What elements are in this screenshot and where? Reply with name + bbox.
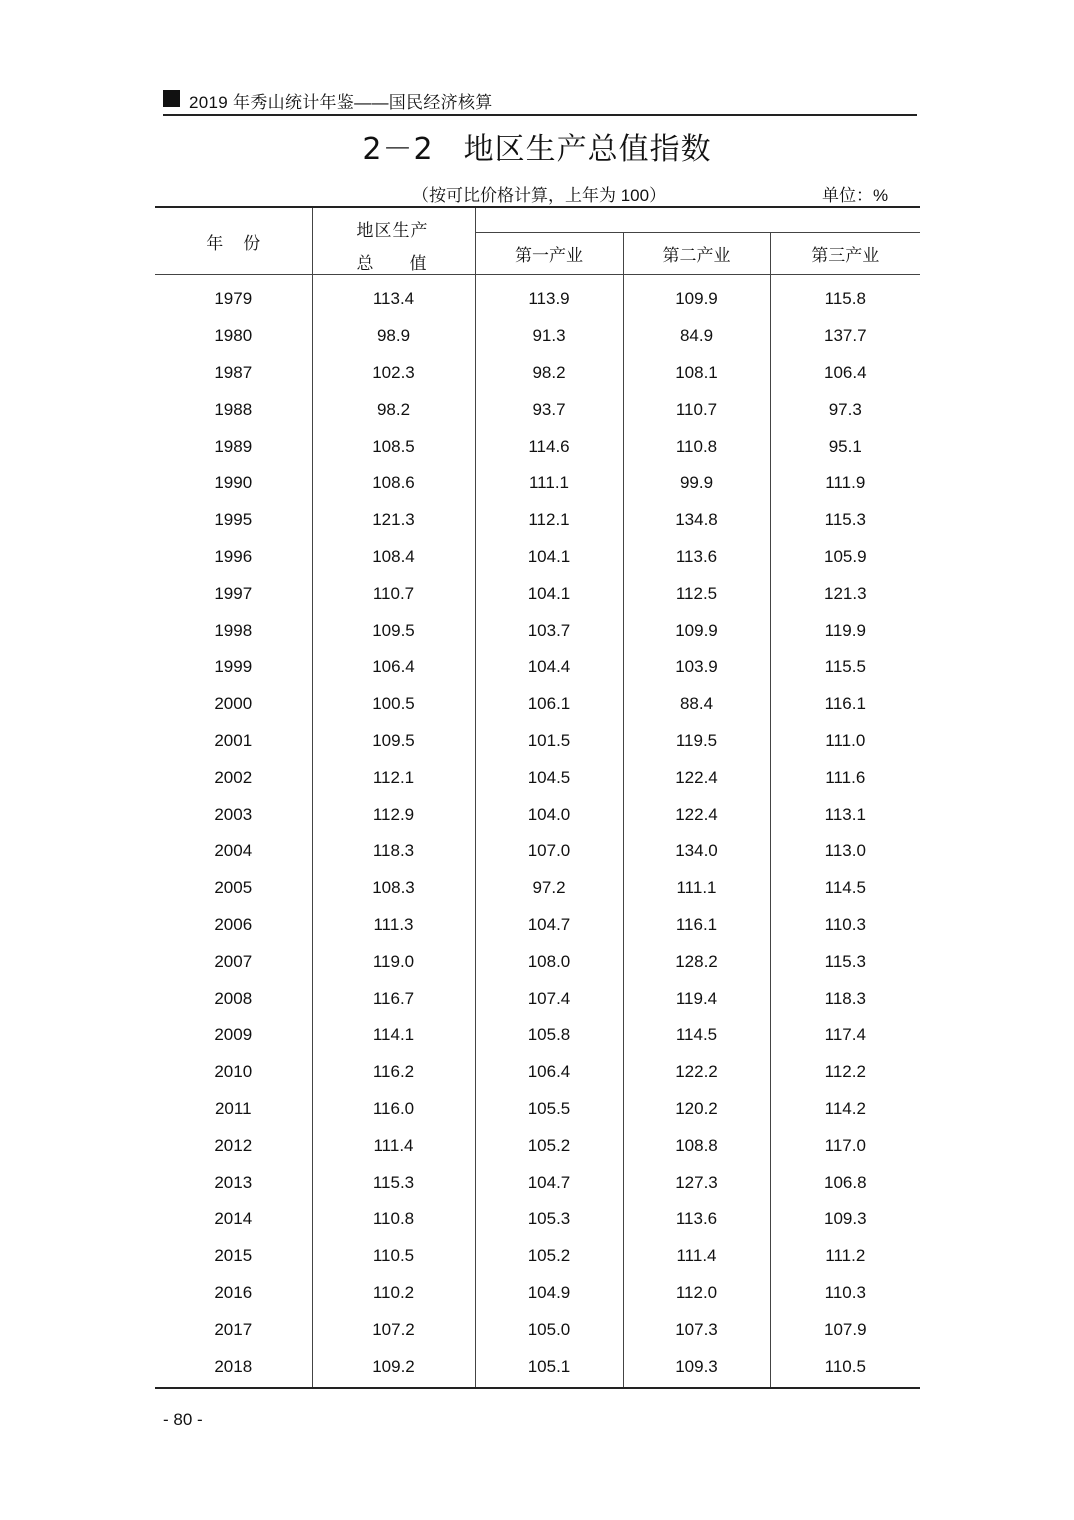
table-row xyxy=(155,1348,920,1388)
cell-gdp: 108.6 xyxy=(312,465,475,502)
cell-secondary: 99.9 xyxy=(623,465,770,502)
cell-year: 2006 xyxy=(155,907,312,944)
cell-secondary: 103.9 xyxy=(623,649,770,686)
header-gdp-line2 xyxy=(357,249,427,274)
cell-secondary: 108.1 xyxy=(623,355,770,392)
cell-secondary: 119.4 xyxy=(623,980,770,1017)
cell-tertiary: 95.1 xyxy=(828,436,862,456)
cell-year: 2011 xyxy=(155,1091,312,1128)
cell-primary: 105.5 xyxy=(475,1091,623,1128)
cell-primary: 91.3 xyxy=(475,318,623,355)
cell-primary: 93.7 xyxy=(475,391,623,428)
table-row xyxy=(155,575,920,612)
header-square-icon xyxy=(163,90,180,107)
cell-year: 2009 xyxy=(155,1017,312,1054)
cell-tertiary: 111.6 xyxy=(825,767,866,787)
cell-year: 2000 xyxy=(155,686,312,723)
table-row xyxy=(155,355,920,392)
table-row xyxy=(155,833,920,870)
cell-primary: 106.1 xyxy=(475,686,623,723)
cell-year: 2014 xyxy=(155,1201,312,1238)
cell-secondary: 116.1 xyxy=(623,907,770,944)
cell-secondary: 122.4 xyxy=(623,796,770,833)
page-title xyxy=(0,124,1074,168)
cell-secondary: 113.6 xyxy=(623,1201,770,1238)
cell-gdp: 111.3 xyxy=(312,907,475,944)
cell-primary: 107.4 xyxy=(475,980,623,1017)
cell-year: 1980 xyxy=(155,318,312,355)
cell-gdp: 108.4 xyxy=(312,539,475,576)
cell-tertiary: 117.0 xyxy=(824,1135,866,1155)
cell-gdp: 112.1 xyxy=(312,759,475,796)
cell-primary: 105.3 xyxy=(475,1201,623,1238)
cell-gdp: 118.3 xyxy=(312,833,475,870)
cell-tertiary: 115.3 xyxy=(824,951,866,971)
cell-gdp: 98.2 xyxy=(312,391,475,428)
cell-year: 2001 xyxy=(155,723,312,760)
cell-gdp: 98.9 xyxy=(312,318,475,355)
cell-year: 2005 xyxy=(155,870,312,907)
table-row xyxy=(155,1127,920,1164)
cell-year: 2017 xyxy=(155,1311,312,1348)
cell-gdp: 102.3 xyxy=(312,355,475,392)
cell-secondary: 113.6 xyxy=(623,539,770,576)
cell-gdp: 108.5 xyxy=(312,428,475,465)
table-row xyxy=(155,1238,920,1275)
cell-tertiary: 114.2 xyxy=(824,1098,866,1118)
cell-primary: 108.0 xyxy=(475,943,623,980)
cell-primary: 104.1 xyxy=(475,575,623,612)
cell-year: 2008 xyxy=(155,980,312,1017)
cell-gdp: 110.8 xyxy=(312,1201,475,1238)
cell-year: 2007 xyxy=(155,943,312,980)
cell-secondary: 109.3 xyxy=(623,1348,770,1388)
cell-tertiary: 105.9 xyxy=(823,546,867,566)
cell-gdp: 110.5 xyxy=(312,1238,475,1275)
running-header xyxy=(163,86,917,116)
header-year xyxy=(155,207,312,275)
table-row xyxy=(155,1091,920,1128)
table-row xyxy=(155,1164,920,1201)
cell-gdp: 116.0 xyxy=(312,1091,475,1128)
cell-year: 1990 xyxy=(155,465,312,502)
cell-primary: 104.9 xyxy=(475,1275,623,1312)
cell-primary: 105.2 xyxy=(475,1127,623,1164)
cell-tertiary: 107.9 xyxy=(823,1319,867,1339)
cell-tertiary: 110.3 xyxy=(824,914,866,934)
cell-gdp: 106.4 xyxy=(312,649,475,686)
cell-secondary: 112.0 xyxy=(623,1275,770,1312)
cell-year: 2016 xyxy=(155,1275,312,1312)
cell-secondary: 134.8 xyxy=(623,502,770,539)
cell-secondary: 120.2 xyxy=(623,1091,770,1128)
cell-tertiary: 121.3 xyxy=(823,583,867,603)
cell-primary: 111.1 xyxy=(475,465,623,502)
cell-primary: 104.7 xyxy=(475,1164,623,1201)
table-row xyxy=(155,1017,920,1054)
cell-year: 2003 xyxy=(155,796,312,833)
cell-primary: 112.1 xyxy=(475,502,623,539)
table-row xyxy=(155,649,920,686)
unit-label: 单位：% xyxy=(822,186,889,205)
cell-secondary: 122.2 xyxy=(623,1054,770,1091)
cell-secondary: 109.9 xyxy=(623,275,770,318)
cell-secondary: 108.8 xyxy=(623,1127,770,1164)
cell-year: 2010 xyxy=(155,1054,312,1091)
table-row xyxy=(155,428,920,465)
table-row xyxy=(155,980,920,1017)
table-row xyxy=(155,275,920,318)
cell-primary: 104.4 xyxy=(475,649,623,686)
cell-gdp: 112.9 xyxy=(312,796,475,833)
header-tertiary: 第三产业 xyxy=(770,233,920,275)
table-row xyxy=(155,723,920,760)
gdp-index-table xyxy=(155,206,920,1389)
cell-secondary: 111.4 xyxy=(623,1238,770,1275)
cell-tertiary: 113.0 xyxy=(824,841,866,861)
table-row xyxy=(155,1275,920,1312)
cell-tertiary: 119.9 xyxy=(824,620,866,640)
table-row xyxy=(155,686,920,723)
cell-tertiary: 114.5 xyxy=(824,878,866,898)
table-row xyxy=(155,796,920,833)
cell-year: 1987 xyxy=(155,355,312,392)
cell-gdp: 109.5 xyxy=(312,612,475,649)
cell-primary: 104.1 xyxy=(475,539,623,576)
table-row xyxy=(155,1311,920,1348)
cell-secondary: 109.9 xyxy=(623,612,770,649)
cell-year: 1979 xyxy=(155,275,312,318)
cell-secondary: 119.5 xyxy=(623,723,770,760)
cell-tertiary: 110.3 xyxy=(824,1282,866,1302)
cell-primary: 98.2 xyxy=(475,355,623,392)
header-gdp-char2: 值 xyxy=(409,254,427,273)
cell-tertiary: 118.3 xyxy=(824,988,866,1008)
cell-gdp: 113.4 xyxy=(312,275,475,318)
cell-year: 2004 xyxy=(155,833,312,870)
table-row xyxy=(155,502,920,539)
table-row xyxy=(155,391,920,428)
cell-tertiary: 113.1 xyxy=(824,804,866,824)
header-gdp-char1: 总 xyxy=(356,254,374,273)
cell-primary: 101.5 xyxy=(475,723,623,760)
cell-year: 1998 xyxy=(155,612,312,649)
table-row xyxy=(155,1201,920,1238)
cell-gdp: 114.1 xyxy=(312,1017,475,1054)
cell-primary: 104.7 xyxy=(475,907,623,944)
cell-year: 2002 xyxy=(155,759,312,796)
cell-gdp: 107.2 xyxy=(312,1311,475,1348)
cell-year: 2018 xyxy=(155,1348,312,1388)
cell-tertiary: 97.3 xyxy=(828,399,862,419)
table-row xyxy=(155,465,920,502)
header-gdp-line1: 地区生产 xyxy=(356,221,429,240)
cell-primary: 105.2 xyxy=(475,1238,623,1275)
cell-gdp: 116.2 xyxy=(312,1054,475,1091)
cell-gdp: 110.2 xyxy=(312,1275,475,1312)
running-title: 2019 年秀山统计年鉴——国民经济核算 xyxy=(189,93,493,112)
cell-year: 2012 xyxy=(155,1127,312,1164)
cell-gdp: 109.5 xyxy=(312,723,475,760)
table-row xyxy=(155,318,920,355)
cell-secondary: 110.7 xyxy=(623,391,770,428)
cell-secondary: 134.0 xyxy=(623,833,770,870)
cell-year: 2013 xyxy=(155,1164,312,1201)
cell-primary: 113.9 xyxy=(475,275,623,318)
cell-secondary: 112.5 xyxy=(623,575,770,612)
cell-secondary: 88.4 xyxy=(623,686,770,723)
cell-tertiary: 112.2 xyxy=(824,1062,866,1082)
cell-year: 1997 xyxy=(155,575,312,612)
header-year-label: 年份 xyxy=(206,233,281,253)
cell-tertiary: 111.0 xyxy=(825,730,866,750)
table-number: 2－2 xyxy=(362,132,434,167)
cell-gdp: 108.3 xyxy=(312,870,475,907)
table-subtitle: （按可比价格计算，上年为 100） xyxy=(412,186,667,205)
cell-tertiary: 117.4 xyxy=(824,1025,866,1045)
header-spacer xyxy=(475,207,920,233)
cell-gdp: 115.3 xyxy=(312,1164,475,1201)
cell-primary: 103.7 xyxy=(475,612,623,649)
header-secondary: 第二产业 xyxy=(623,233,770,275)
cell-tertiary: 115.3 xyxy=(824,510,866,530)
cell-tertiary: 116.1 xyxy=(824,694,866,714)
table-row xyxy=(155,612,920,649)
cell-year: 2015 xyxy=(155,1238,312,1275)
cell-primary: 104.5 xyxy=(475,759,623,796)
header-primary: 第一产业 xyxy=(475,233,623,275)
table-row xyxy=(155,907,920,944)
cell-year: 1999 xyxy=(155,649,312,686)
cell-year: 1988 xyxy=(155,391,312,428)
cell-tertiary: 110.5 xyxy=(770,1348,920,1388)
cell-gdp: 121.3 xyxy=(312,502,475,539)
cell-secondary: 110.8 xyxy=(623,428,770,465)
cell-year: 1995 xyxy=(155,502,312,539)
cell-secondary: 107.3 xyxy=(623,1311,770,1348)
table-title: 地区生产总值指数 xyxy=(463,132,712,167)
cell-tertiary: 137.7 xyxy=(823,326,867,346)
cell-gdp: 111.4 xyxy=(312,1127,475,1164)
cell-tertiary: 115.5 xyxy=(824,657,866,677)
page-number: - 80 - xyxy=(163,1410,203,1429)
cell-tertiary: 115.8 xyxy=(824,289,866,309)
cell-secondary: 114.5 xyxy=(623,1017,770,1054)
table-row xyxy=(155,759,920,796)
cell-gdp: 119.0 xyxy=(312,943,475,980)
table-row xyxy=(155,1054,920,1091)
cell-primary: 104.0 xyxy=(475,796,623,833)
cell-secondary: 127.3 xyxy=(623,1164,770,1201)
cell-year: 1996 xyxy=(155,539,312,576)
cell-primary: 106.4 xyxy=(475,1054,623,1091)
header-gdp xyxy=(312,207,475,275)
cell-primary: 97.2 xyxy=(475,870,623,907)
cell-gdp: 116.7 xyxy=(312,980,475,1017)
cell-gdp: 110.7 xyxy=(312,575,475,612)
cell-tertiary: 106.4 xyxy=(823,362,867,382)
cell-secondary: 122.4 xyxy=(623,759,770,796)
cell-secondary: 111.1 xyxy=(623,870,770,907)
cell-primary: 105.8 xyxy=(475,1017,623,1054)
cell-tertiary: 109.3 xyxy=(823,1209,867,1229)
cell-tertiary: 111.2 xyxy=(825,1246,866,1266)
cell-tertiary: 111.9 xyxy=(825,473,866,493)
cell-primary: 105.0 xyxy=(475,1311,623,1348)
cell-secondary: 128.2 xyxy=(623,943,770,980)
cell-primary: 114.6 xyxy=(475,428,623,465)
cell-gdp: 109.2 xyxy=(312,1348,475,1388)
cell-primary: 105.1 xyxy=(475,1348,623,1388)
cell-tertiary: 106.8 xyxy=(823,1172,867,1192)
table-row xyxy=(155,539,920,576)
table-row xyxy=(155,943,920,980)
table-body xyxy=(155,275,920,1388)
cell-year: 1989 xyxy=(155,428,312,465)
cell-gdp: 100.5 xyxy=(312,686,475,723)
cell-primary: 107.0 xyxy=(475,833,623,870)
cell-secondary: 84.9 xyxy=(623,318,770,355)
table-row xyxy=(155,870,920,907)
